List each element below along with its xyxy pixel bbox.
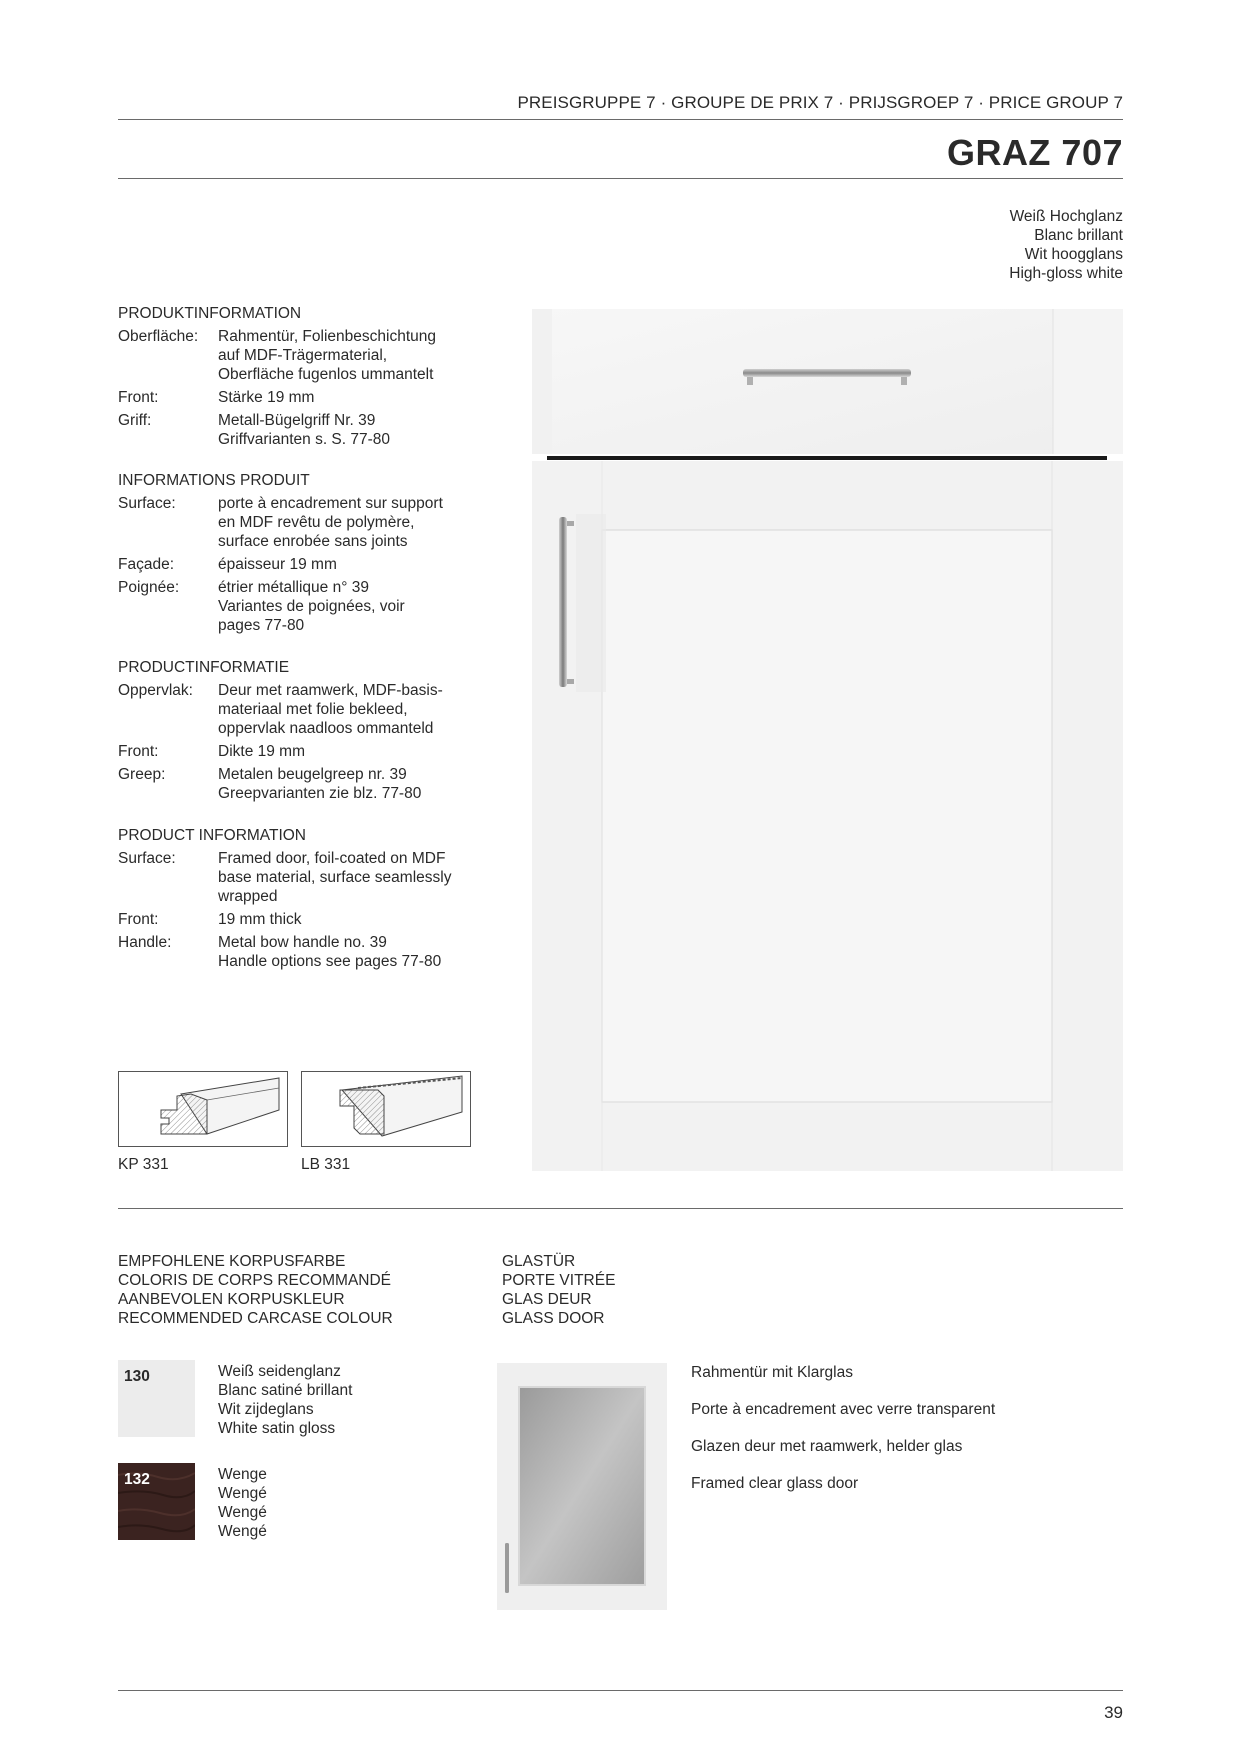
glass-door-heading: GLASTÜR PORTE VITRÉE GLAS DEUR GLASS DOOR xyxy=(502,1253,616,1327)
info-value: Stärke 19 mm xyxy=(218,389,315,406)
profile-drawing-lb331 xyxy=(301,1071,471,1147)
info-label: Poignée: xyxy=(118,579,180,596)
info-value: porte à encadrement sur support en MDF revêtu de polymère, surface enrobée sans joints xyxy=(218,495,443,550)
info-label: Front: xyxy=(118,389,159,406)
profile-label: KP 331 xyxy=(118,1156,169,1173)
swatch-description: Wenge Wengé Wengé Wengé xyxy=(218,1466,267,1540)
info-value: Deur met raamwerk, MDF-basis- materiaal met folie bekleed, oppervlak naadloos ommanteld xyxy=(218,682,443,737)
color-swatch-132 xyxy=(118,1463,195,1540)
swatch-code: 132 xyxy=(124,1471,150,1488)
glass-door-image xyxy=(497,1363,667,1610)
profile-label: LB 331 xyxy=(301,1156,351,1173)
glass-desc-en: Framed clear glass door xyxy=(691,1475,859,1492)
footer-divider xyxy=(118,1690,1123,1691)
info-row xyxy=(118,765,478,803)
door-product-image xyxy=(532,309,1123,1171)
product-info-fr xyxy=(118,471,478,639)
info-value: étrier métallique n° 39 Variantes de poignées, voir pages 77-80 xyxy=(218,579,405,634)
color-swatch-130 xyxy=(118,1360,195,1437)
info-label: Surface: xyxy=(118,495,176,512)
info-label: Griff: xyxy=(118,412,152,429)
page-number: 39 xyxy=(1104,1703,1123,1722)
glass-desc-fr: Porte à encadrement avec verre transparent xyxy=(691,1401,996,1418)
color-name-de: Weiß Hochglanz xyxy=(1009,208,1123,225)
product-title: GRAZ 707 xyxy=(946,132,1123,173)
color-name xyxy=(1009,207,1123,283)
info-value: épaisseur 19 mm xyxy=(218,556,337,573)
info-value: 19 mm thick xyxy=(218,911,302,928)
section-heading: INFORMATIONS PRODUIT xyxy=(118,472,310,489)
swatch-code: 130 xyxy=(124,1368,150,1385)
section-heading: PRODUKTINFORMATION xyxy=(118,305,302,322)
info-row xyxy=(118,494,478,551)
section-divider xyxy=(118,1208,1123,1209)
info-label: Front: xyxy=(118,911,159,928)
info-row xyxy=(118,910,478,929)
info-label: Oberfläche: xyxy=(118,328,199,345)
section-heading: PRODUCTINFORMATIE xyxy=(118,659,290,676)
color-name-en: High-gloss white xyxy=(1009,265,1123,282)
glass-desc-de: Rahmentür mit Klarglas xyxy=(691,1364,853,1381)
info-row xyxy=(118,681,478,738)
product-info-en xyxy=(118,826,478,975)
profile-drawing-kp331 xyxy=(118,1071,288,1147)
info-row xyxy=(118,578,478,635)
info-row xyxy=(118,388,478,407)
price-group-heading: PREISGRUPPE 7 · GROUPE DE PRIX 7 · PRIJSGROEP 7 · PRICE GROUP 7 xyxy=(517,93,1123,112)
info-row xyxy=(118,411,478,449)
info-value: Dikte 19 mm xyxy=(218,743,305,760)
info-row xyxy=(118,327,478,384)
info-label: Façade: xyxy=(118,556,175,573)
info-value: Metall-Bügelgriff Nr. 39 Griffvarianten s. S. 77-80 xyxy=(218,412,391,448)
glass-desc-nl: Glazen deur met raamwerk, helder glas xyxy=(691,1438,963,1455)
info-row xyxy=(118,555,478,574)
product-info-de xyxy=(118,304,478,453)
header-divider xyxy=(118,119,1123,120)
info-label: Greep: xyxy=(118,766,166,783)
info-label: Handle: xyxy=(118,934,172,951)
info-value: Rahmentür, Folienbeschichtung auf MDF-Trägermaterial, Oberfläche fugenlos ummantelt xyxy=(218,328,436,383)
color-name-fr: Blanc brillant xyxy=(1034,227,1123,244)
product-info-nl xyxy=(118,658,478,807)
info-label: Front: xyxy=(118,743,159,760)
info-value: Metalen beugelgreep nr. 39 Greepvarianten zie blz. 77-80 xyxy=(218,766,422,802)
swatch-description: Weiß seidenglanz Blanc satiné brillant Wit zijdeglans White satin gloss xyxy=(218,1363,353,1437)
info-label: Oppervlak: xyxy=(118,682,193,699)
info-row xyxy=(118,849,478,906)
info-value: Framed door, foil-coated on MDF base material, surface seamlessly wrapped xyxy=(218,850,452,905)
info-row xyxy=(118,742,478,761)
info-row xyxy=(118,933,478,971)
info-value: Metal bow handle no. 39 Handle options see pages 77-80 xyxy=(218,934,442,970)
title-divider xyxy=(118,178,1123,179)
color-name-nl: Wit hoogglans xyxy=(1024,246,1123,263)
info-label: Surface: xyxy=(118,850,176,867)
section-heading: PRODUCT INFORMATION xyxy=(118,827,307,844)
carcase-colour-heading: EMPFOHLENE KORPUSFARBE COLORIS DE CORPS RECOMMANDÉ AANBEVOLEN KORPUSKLEUR RECOMMENDED CARCASE COLOUR xyxy=(118,1253,393,1327)
